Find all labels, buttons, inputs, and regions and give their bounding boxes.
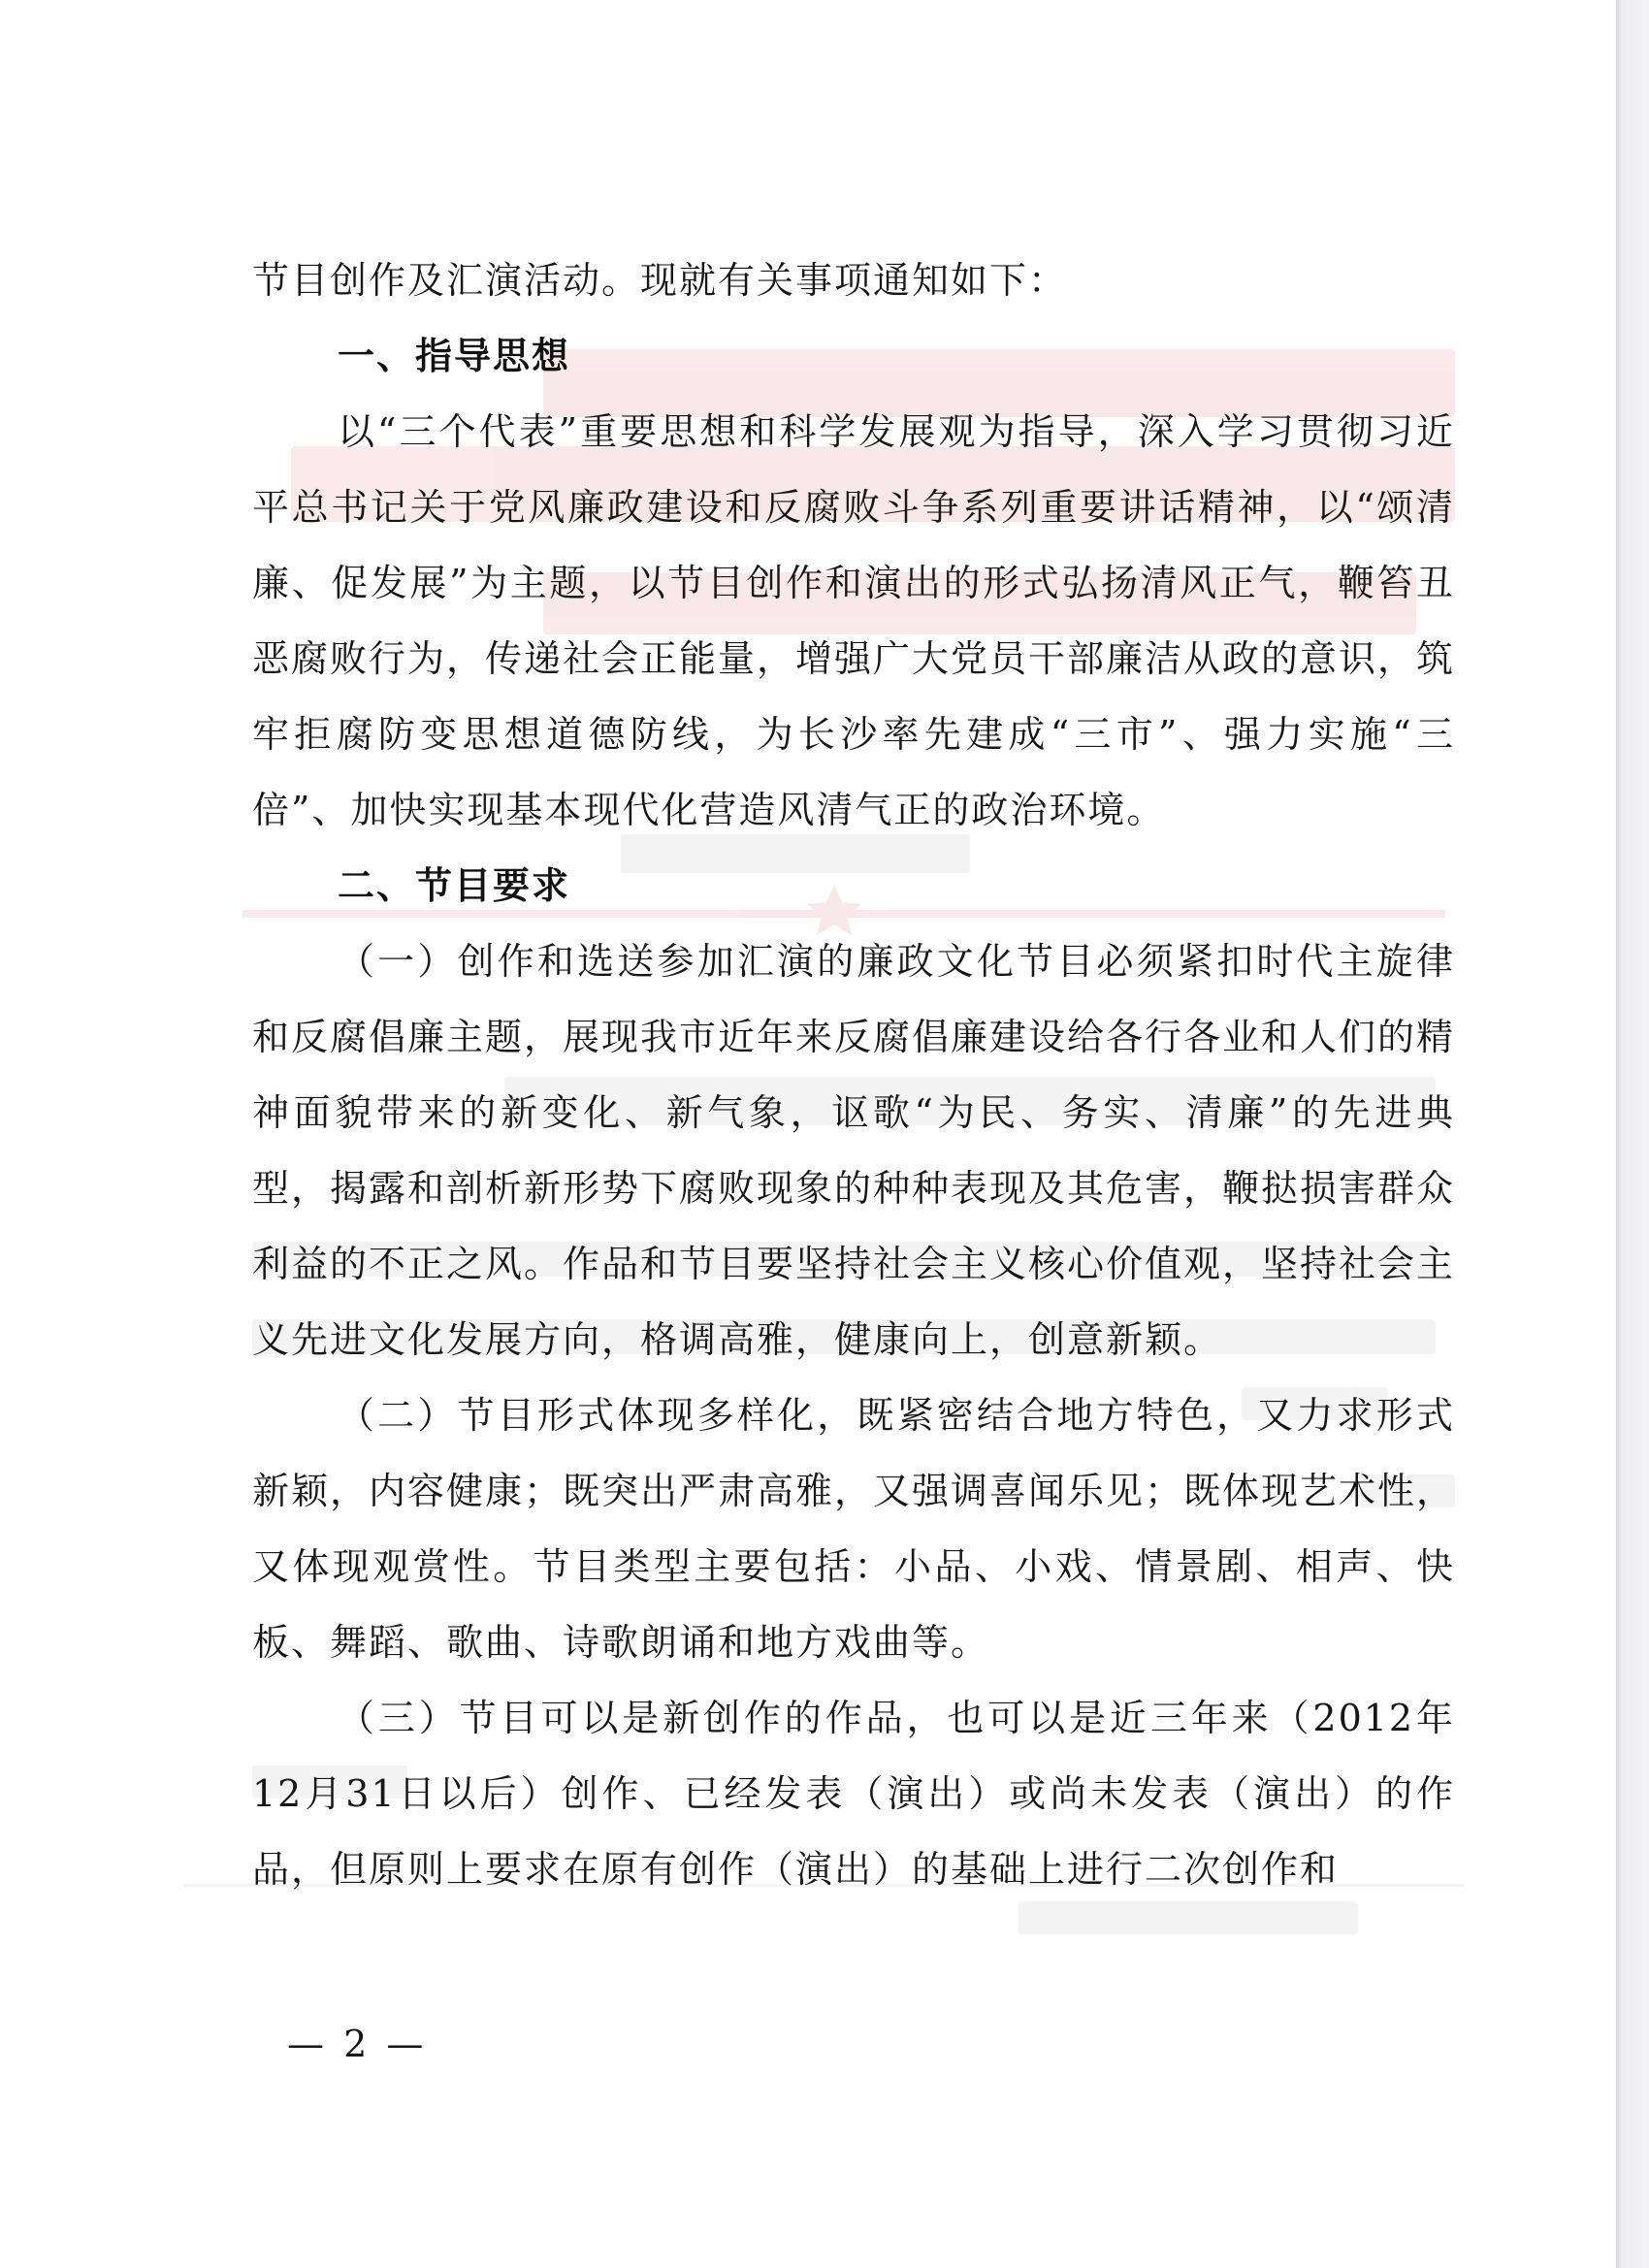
requirement-paragraph-1: （一）创作和选送参加汇演的廉政文化节目必须紧扣时代主旋律和反腐倡廉主题，展现我市近年来反腐倡廉建设给各行各业和人们的精神面貌带来的新变化、新气象，讴歌“为民、务实、清廉”的先进典型，揭露和剖析新形势下腐败现象的种种表现及其危害，鞭挞损害群众利益的不正之风。作品和节目要坚持社会主义核心价值观，坚持社会主义先进文化发展方向，格调高雅，健康向上，创意新颖。 <box>252 940 1456 1361</box>
page-number: — 2 — <box>287 2023 428 2065</box>
requirement-paragraph-2: （二）节目形式体现多样化，既紧密结合地方特色，又力求形式新颖，内容健康；既突出严肃高雅，又强调喜闻乐见；既体现艺术性，又体现观赏性。节目类型主要包括：小品、小戏、情景剧、相声、快板、舞蹈、歌曲、诗歌朗诵和地方戏曲等。 <box>252 1394 1456 1664</box>
scanner-background-edge <box>1616 0 1649 2268</box>
section-heading-program-requirements: 二、节目要求 <box>338 864 571 907</box>
intro-line: 节目创作及汇演活动。现就有关事项通知如下： <box>252 259 1068 302</box>
section-paragraph-guiding-thought: 以“三个代表”重要思想和科学发展观为指导，深入学习贯彻习近平总书记关于党风廉政建设和反腐败斗争系列重要讲话精神，以“颂清廉、促发展”为主题，以节目创作和演出的形式弘扬清风正气，鞭笞丑恶腐败行为，传递社会正能量，增强广大党员干部廉洁从政的意识，筑牢拒腐防变思想道德防线，为长沙率先建成“三市”、强力实施“三倍”、加快实现基本现代化营造风清气正的政治环境。 <box>252 410 1456 831</box>
section-heading-guiding-thought: 一、指导思想 <box>338 335 571 377</box>
requirement-paragraph-3: （三）节目可以是新创作的作品，也可以是近三年来（2012年12月31日以后）创作、已经发表（演出）或尚未发表（演出）的作品，但原则上要求在原有创作（演出）的基础上进行二次创作和 <box>252 1697 1455 1891</box>
document-body <box>252 243 1455 1907</box>
